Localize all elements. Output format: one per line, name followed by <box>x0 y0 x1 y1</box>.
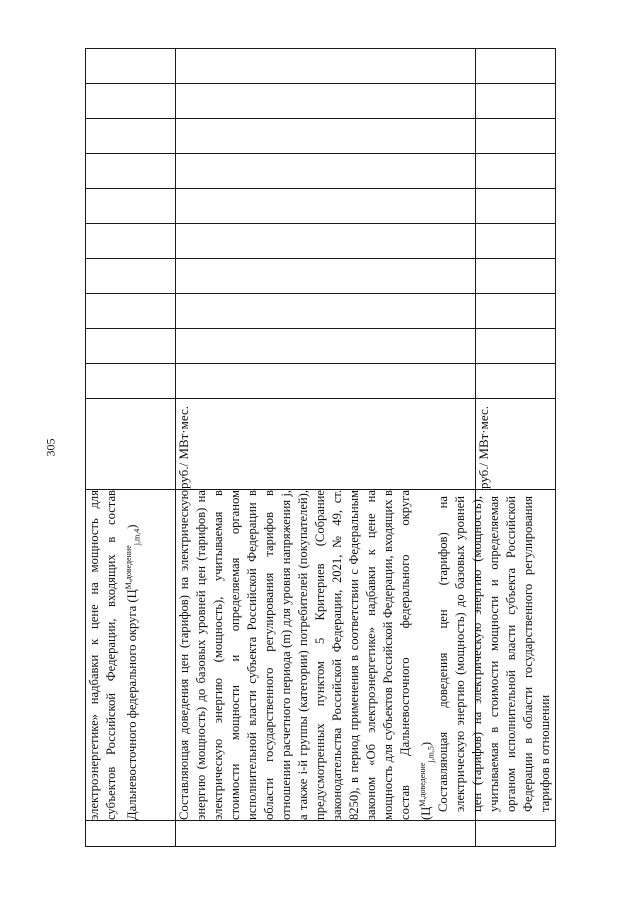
value-cell <box>476 119 556 154</box>
value-cell <box>176 84 476 119</box>
table-row <box>476 49 556 847</box>
value-cell <box>176 224 476 259</box>
rotated-table-wrapper <box>85 57 555 847</box>
value-cell <box>476 189 556 224</box>
description-cell <box>436 490 556 821</box>
value-cell <box>176 119 476 154</box>
table-row <box>176 49 476 847</box>
value-cell <box>476 224 556 259</box>
value-cell <box>476 294 556 329</box>
value-cell <box>86 224 176 259</box>
value-cell <box>86 154 176 189</box>
table-row <box>86 49 176 847</box>
value-cell <box>176 294 476 329</box>
description-cell <box>86 490 176 821</box>
value-cell <box>476 154 556 189</box>
value-cell <box>176 189 476 224</box>
description-text: Составляющая доведения цен (тарифов) на электрическую энергию (мощность) до базовых уровней цен (тарифов) на электрическую энергию (мощность), учитываемая в стоимости мощности и определяемая органом исполнительной власти субъекта Российской Федерации в области государственного регулирования тарифов в отношении <box>436 496 552 812</box>
value-cell <box>86 84 176 119</box>
value-cell <box>476 364 556 399</box>
value-cell <box>176 259 476 294</box>
value-cell <box>176 154 476 189</box>
row-number-cell <box>476 821 556 847</box>
row-number-cell <box>86 821 176 847</box>
value-cell <box>86 119 176 154</box>
value-cell <box>176 49 476 84</box>
value-cell <box>86 364 176 399</box>
value-cell <box>176 364 476 399</box>
value-cell <box>476 329 556 364</box>
description-cell <box>176 490 476 821</box>
description-text: Составляющая доведения цен (тарифов) на электрическую энергию (мощность) до базовых уровней цен (тарифов) на электрическую энергию (мощность), учитываемая в стоимости мощности и определяемая органом исполнительной власти субъекта Российской Федерации в области государственного регулирования тарифов в отношении расчетного периода (m) для уровня напряжения j, а также i-й группы (категории) потребителей (покупателей), предусмотренных пунктом 5 Критериев (Собрание законодательства Российской Федерации, 2021, № 49, ст. 8250), в период применения в соответствии с Федеральным законом «Об электроэнергетике» надбавки к цене на мощность для субъектов Российской Федерации, входящих в состав Дальневосточного федерального округа $(Ц^{М,доведение}_{j,m,5})$ <box>177 490 436 820</box>
row-number-cell <box>176 821 476 847</box>
value-cell <box>476 49 556 84</box>
value-cell <box>86 259 176 294</box>
value-cell <box>176 329 476 364</box>
tariff-table <box>85 48 556 847</box>
value-cell <box>86 189 176 224</box>
unit-cell <box>86 399 176 490</box>
value-cell <box>86 49 176 84</box>
unit-cell: руб./ МВт·мес. <box>176 399 476 490</box>
value-cell <box>86 294 176 329</box>
value-cell <box>86 329 176 364</box>
description-text: электроэнергетике» надбавки к цене на мощность для субъектов Российской Федерации, входящих в состав Дальневосточного федерального округа $(Ц^{М,доведение}_{j,m,4})$ <box>87 490 142 820</box>
page-number: 305 <box>43 438 58 457</box>
value-cell <box>476 84 556 119</box>
unit-cell: руб./ МВт·мес. <box>476 399 556 490</box>
value-cell <box>476 259 556 294</box>
